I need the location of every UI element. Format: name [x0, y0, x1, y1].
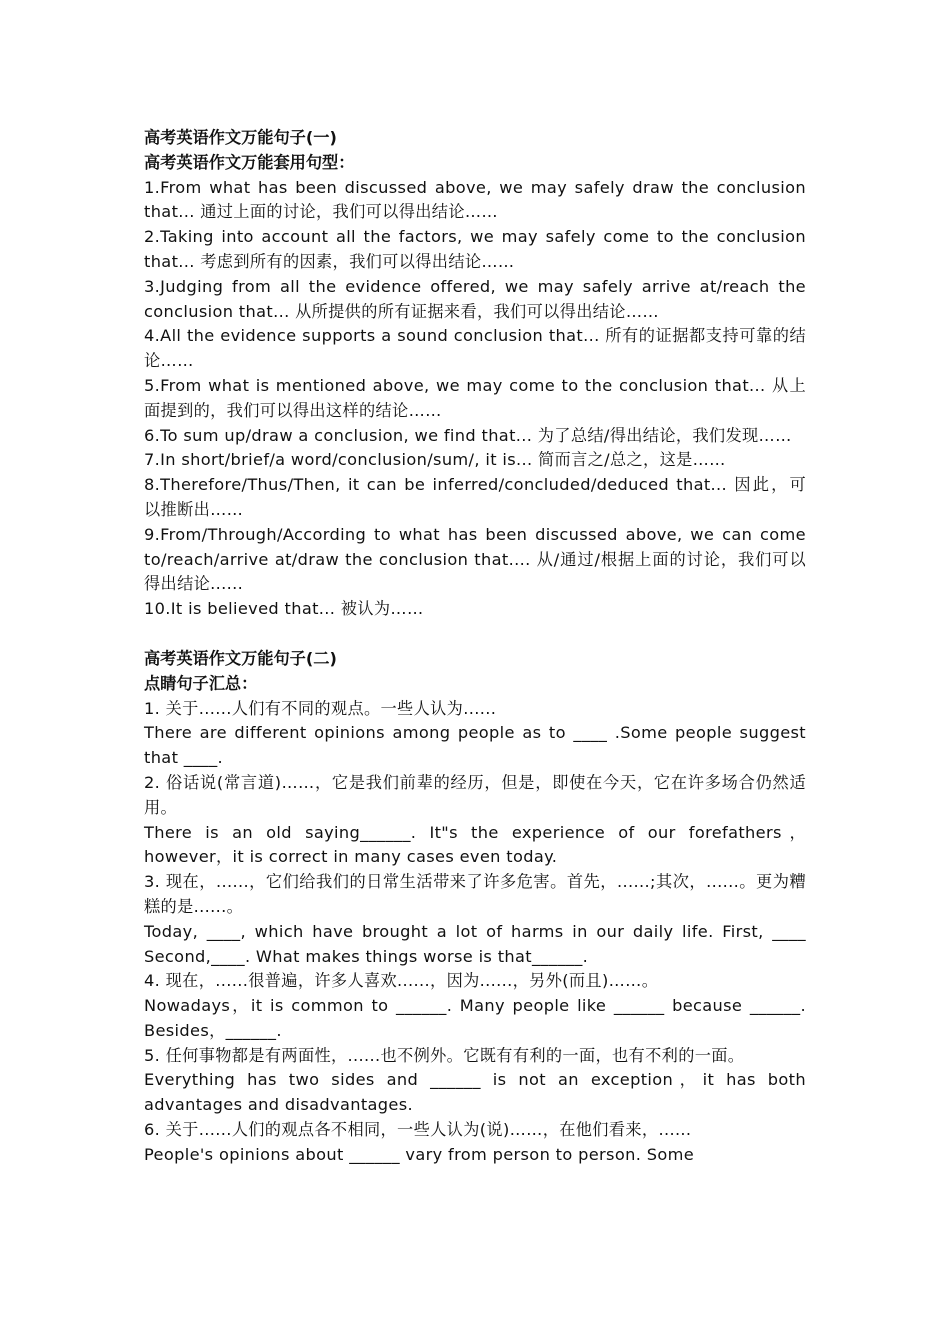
list-item: 2. 俗话说(常言道)……，它是我们前辈的经历，但是，即使在今天，它在许多场合仍然适用。 — [144, 772, 806, 817]
list-item: 9.From/Through/According to what has been discussed above, we can come to/reach/arrive at/draw the conclusion that.... 从/通过/根据上面的讨论，我们可以得出结论...... — [144, 524, 806, 594]
list-item: 5. 任何事物都是有两面性，......也不例外。它既有有利的一面，也有不利的一面。 — [144, 1045, 745, 1065]
list-item: 2.Taking into account all the factors, we may safely come to the conclusion that... 考虑到所有的因素，我们可以得出结论…… — [144, 227, 806, 271]
list-item: Today, ____, which have brought a lot of harms in our daily life. First, ____ Second,____. What makes things worse is that______. — [144, 921, 806, 966]
list-item: Nowadays，it is common to ______. Many people like ______ because ______. Besides，______. — [144, 996, 806, 1040]
document-page — [144, 126, 806, 1168]
section-title: 高考英语作文万能句子(二) — [144, 648, 337, 668]
list-item: People's opinions about ______ vary from person to person. Some — [144, 1144, 694, 1164]
section-title: 高考英语作文万能句子(一) — [144, 128, 337, 147]
section-subtitle: 点睛句子汇总： — [144, 673, 258, 693]
list-item: 4. 现在，......很普遍，许多人喜欢......，因为......，另外(而且)……。 — [144, 971, 659, 991]
list-item: 6.To sum up/draw a conclusion, we find that... 为了总结/得出结论，我们发现…… — [144, 425, 792, 445]
list-item: 8.Therefore/Thus/Then, it can be inferred/concluded/deduced that... 因此，可以推断出…… — [144, 475, 806, 519]
list-item: 7.In short/brief/a word/conclusion/sum/, it is... 简而言之/总之，这是…… — [144, 450, 726, 470]
list-item: 1.From what has been discussed above, we may safely draw the conclusion that... 通过上面的讨论，我们可以得出结论…… — [144, 177, 806, 222]
list-item: 5.From what is mentioned above, we may come to the conclusion that... 从上面提到的，我们可以得出这样的结论…… — [144, 375, 806, 420]
list-item: 4.All the evidence supports a sound conclusion that... 所有的证据都支持可靠的结论…… — [144, 326, 806, 371]
list-item: 1. 关于......人们有不同的观点。一些人认为...... — [144, 698, 497, 718]
list-item: 3. 现在，......，它们给我们的日常生活带来了许多危害。首先，......;其次，......。更为糟糕的是......。 — [144, 872, 806, 916]
list-item: 10.It is believed that... 被认为…… — [144, 599, 424, 619]
list-item: There is an old saying______. It"s the experience of our forefathers，however，it is correct in many cases even today. — [144, 822, 806, 867]
list-item: 3.Judging from all the evidence offered, we may safely arrive at/reach the conclusion that... 从所提供的所有证据来看，我们可以得出结论…… — [144, 276, 806, 321]
list-item: Everything has two sides and ______ is not an exception，it has both advantages and disadvantages. — [144, 1070, 806, 1115]
section-subtitle: 高考英语作文万能套用句型： — [144, 152, 355, 172]
section-spacer — [144, 622, 806, 647]
list-item: 6. 关于......人们的观点各不相同，一些人认为(说)……，在他们看来，...... — [144, 1120, 692, 1140]
list-item: There are different opinions among people as to ____ .Some people suggest that ____. — [144, 723, 806, 768]
